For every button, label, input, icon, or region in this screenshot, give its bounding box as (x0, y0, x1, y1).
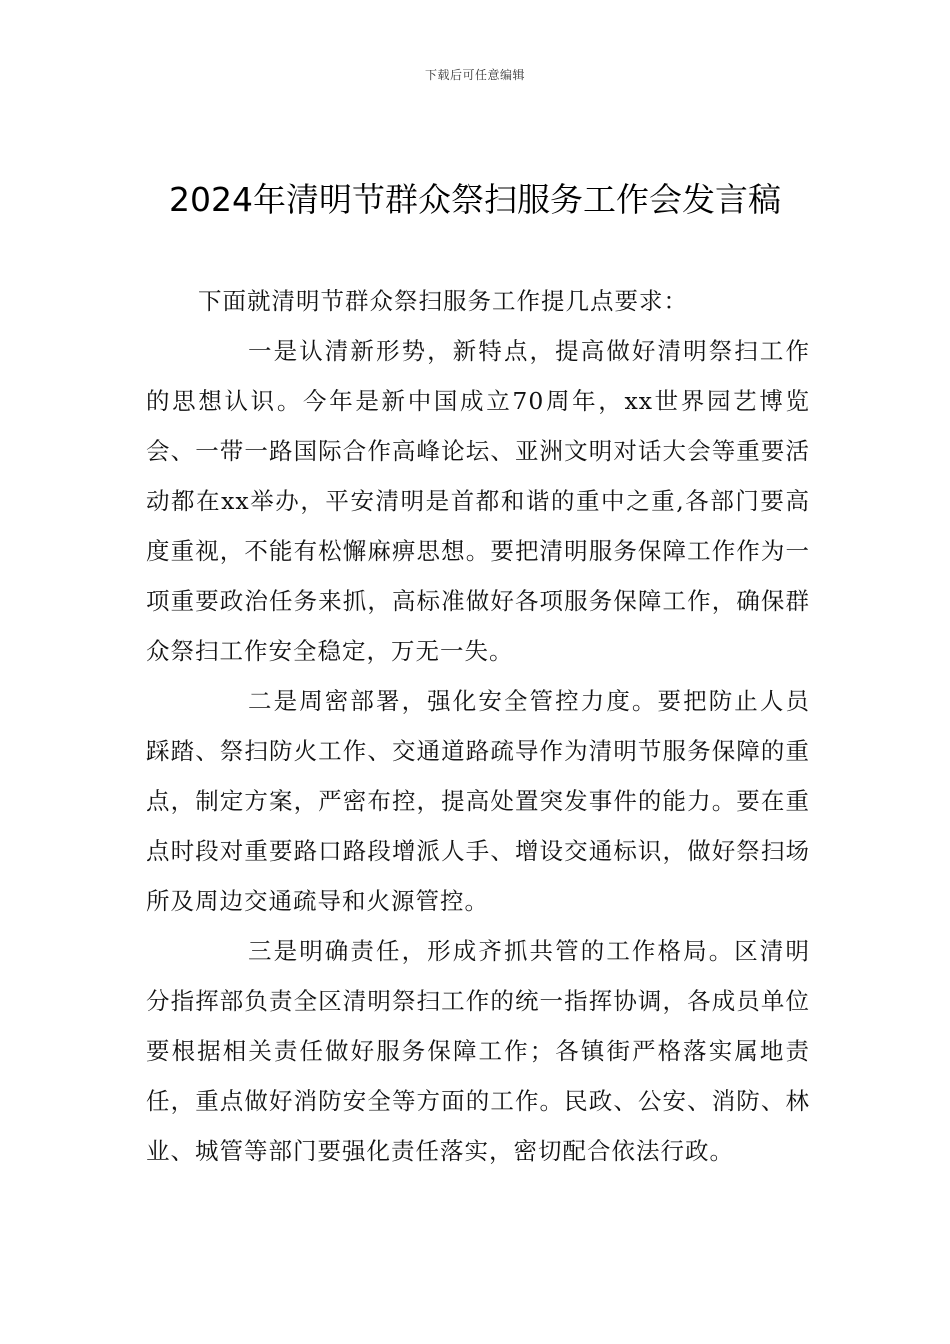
intro-paragraph: 下面就清明节群众祭扫服务工作提几点要求： (198, 287, 688, 315)
document-title: 2024年清明节群众祭扫服务工作会发言稿 (169, 180, 781, 219)
paragraph-point-one: 一是认清新形势，新特点，提高做好清明祭扫工作的思想认识。今年是新中国成立70周年，xx世界园艺博览会、一带一路国际合作高峰论坛、亚洲文明对话大会等重要活动都在xx举办，平安清明是首都和谐的重中之重,各部门要高度重视，不能有松懈麻痹思想。要把清明服务保障工作作为一项重要政治任务来抓，高标准做好各项服务保障工作，确保群众祭扫工作安全稳定，万无一失。 (146, 337, 810, 665)
header-note: 下载后可任意编辑 (424, 68, 525, 82)
document-body (146, 276, 810, 1176)
paragraph-point-two: 二是周密部署，强化安全管控力度。要把防止人员踩踏、祭扫防火工作、交通道路疏导作为清明节服务保障的重点，制定方案，严密布控，提高处置突发事件的能力。要在重点时段对重要路口路段增派人手、增设交通标识，做好祭扫场所及周边交通疏导和火源管控。 (146, 687, 810, 915)
paragraph-point-three: 三是明确责任，形成齐抓共管的工作格局。区清明分指挥部负责全区清明祭扫工作的统一指挥协调，各成员单位要根据相关责任做好服务保障工作；各镇街严格落实属地责任，重点做好消防安全等方面的工作。民政、公安、消防、林业、城管等部门要强化责任落实，密切配合依法行政。 (146, 937, 810, 1165)
